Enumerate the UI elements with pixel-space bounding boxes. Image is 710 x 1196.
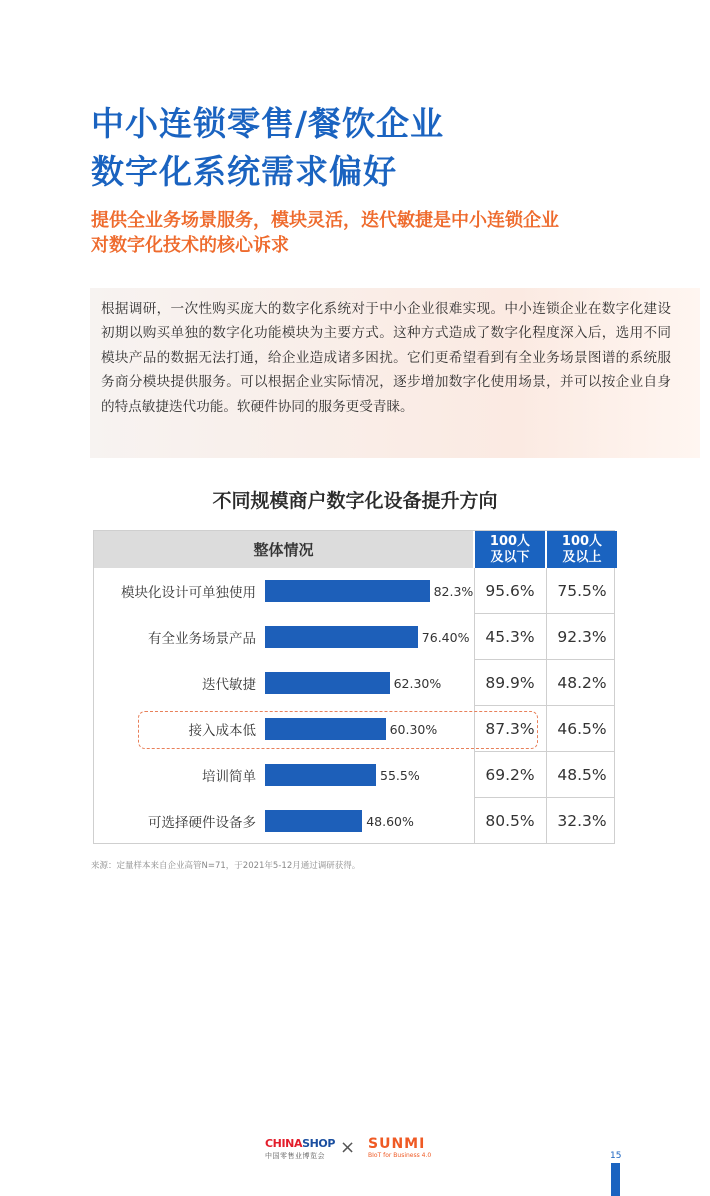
small-business-value: 69.2% — [485, 766, 535, 784]
bar — [265, 672, 390, 694]
page-title — [91, 100, 444, 196]
small-business-header-line-2: 及以下 — [490, 549, 530, 565]
category-label: 培训简单 — [202, 769, 256, 785]
category-label: 接入成本低 — [188, 723, 256, 739]
page-number-bar — [611, 1163, 620, 1196]
sunmi-logo — [368, 1136, 431, 1159]
intro-text: 根据调研，一次性购买庞大的数字化系统对于中小企业很难实现。中小连锁企业在数字化建设初期以购买单独的数字化功能模块为主要方式。这种方式造成了数字化程度深入后，选用不同模块产品的数据无法打通，给企业造成诸多困扰。它们更希望看到有全业务场景图谱的系统服务商分模块提供服务。可以根据企业实际情况，逐步增加数字化使用场景，并可以按企业自身的特点敏捷迭代功能。软硬件协同的服务更受青睐。 — [101, 301, 671, 415]
comparison-table — [93, 530, 615, 844]
bar-value-label: 55.5% — [380, 767, 420, 783]
large-business-value: 48.5% — [557, 766, 607, 784]
bar — [265, 764, 376, 786]
large-business-value: 92.3% — [557, 628, 607, 646]
small-business-value: 45.3% — [485, 628, 535, 646]
subtitle-line-1: 提供全业务场景服务，模块灵活，迭代敏捷是中小连锁企业 — [91, 210, 559, 231]
large-business-value: 75.5% — [557, 582, 607, 600]
title-line-2: 数字化系统需求偏好 — [91, 152, 397, 191]
chart-title: 不同规模商户数字化设备提升方向 — [212, 490, 498, 512]
chinashop-logo — [265, 1137, 335, 1161]
page-number: 15 — [610, 1151, 622, 1161]
subtitle-line-2: 对数字化技术的核心诉求 — [91, 235, 289, 256]
table-row — [94, 798, 614, 844]
small-business-value: 80.5% — [485, 812, 535, 830]
footer-logos — [265, 1135, 465, 1165]
small-business-header — [475, 531, 545, 568]
large-business-header-line-2: 及以上 — [562, 549, 602, 565]
overall-header: 整体情况 — [94, 531, 473, 568]
page-subtitle — [91, 208, 559, 258]
chinashop-logo-suffix: SHOP — [302, 1137, 336, 1150]
category-label: 有全业务场景产品 — [148, 631, 256, 647]
intro-box — [90, 288, 700, 458]
category-label: 模块化设计可单独使用 — [121, 585, 256, 601]
table-row — [94, 568, 614, 614]
bar-value-label: 76.40% — [421, 629, 470, 645]
small-business-value: 87.3% — [485, 720, 535, 738]
small-business-header-line-1: 100人 — [489, 533, 531, 549]
category-label: 迭代敏捷 — [202, 677, 256, 693]
table-row — [94, 614, 614, 660]
chinashop-logo-prefix: CHINA — [265, 1137, 303, 1150]
small-business-value: 89.9% — [485, 674, 535, 692]
category-label: 可选择硬件设备多 — [148, 815, 256, 831]
large-business-header-line-1: 100人 — [561, 533, 603, 549]
table-row — [94, 660, 614, 706]
bar-value-label: 60.30% — [389, 721, 438, 737]
bar-value-label: 62.30% — [393, 675, 442, 691]
bar — [265, 580, 430, 602]
chinashop-logo-sub: 中国零售业博览会 — [265, 1152, 325, 1160]
large-business-value: 32.3% — [557, 812, 607, 830]
table-row — [94, 752, 614, 798]
bar — [265, 810, 362, 832]
times-separator: × — [340, 1137, 356, 1158]
sunmi-logo-sub: BIoT for Business 4.0 — [368, 1152, 432, 1159]
sunmi-logo-text: SUNMI — [368, 1136, 426, 1152]
large-business-header — [547, 531, 617, 568]
highlight-frame — [138, 711, 538, 749]
title-line-1: 中小连锁零售/餐饮企业 — [91, 104, 445, 143]
bar-value-label: 82.3% — [433, 583, 474, 599]
bar-value-label: 48.60% — [366, 813, 414, 829]
bar — [265, 626, 418, 648]
large-business-value: 46.5% — [557, 720, 607, 738]
large-business-value: 48.2% — [557, 674, 607, 692]
small-business-value: 95.6% — [485, 582, 535, 600]
source-note: 来源：定量样本来自企业高管N=71，于2021年5-12月通过调研获得。 — [91, 861, 361, 871]
